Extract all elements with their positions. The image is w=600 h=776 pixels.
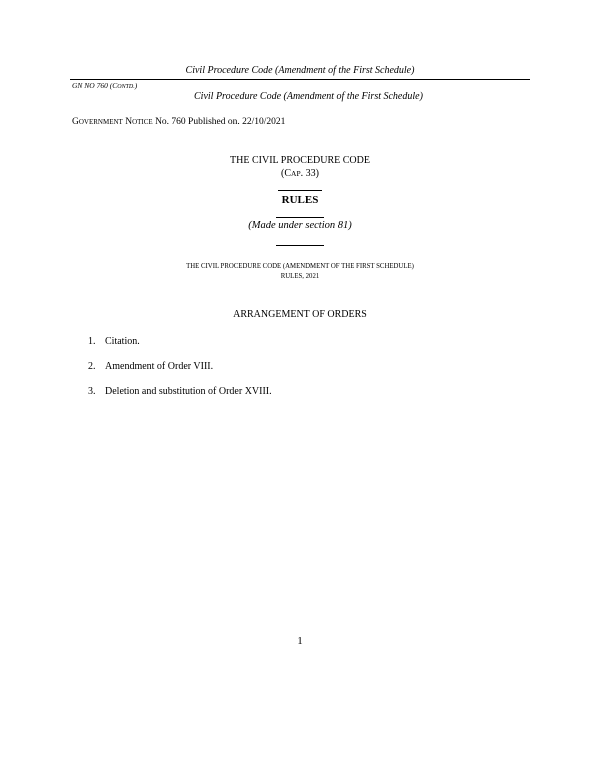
list-item-number: 1. [88, 336, 96, 347]
gn-contd-rest: ONTD. [117, 84, 135, 90]
rules-heading [0, 194, 600, 206]
running-title-2 [194, 91, 423, 102]
rules-heading-text: RULES [281, 194, 319, 206]
act-name [0, 155, 600, 166]
gn-contd-initial: C [112, 81, 118, 90]
cap-c: C [284, 168, 292, 179]
page-number-text: 1 [297, 635, 303, 647]
gn-suffix: ) [134, 81, 138, 90]
made-under-text: (Made under section 81) [248, 220, 352, 231]
cap-open: ( [281, 168, 285, 179]
cap-num: . 33) [300, 168, 319, 179]
notice-overnment: OVERNMENT [78, 118, 123, 126]
arrangement-heading [0, 309, 600, 320]
rule-below-made-under [276, 245, 324, 246]
list-item-number: 2. [88, 361, 96, 372]
subtitle-line-2-text: RULES, 2021 [280, 273, 320, 280]
rule-above-rules [278, 190, 322, 191]
made-under [0, 220, 600, 231]
government-notice-line [72, 117, 285, 127]
cap-rest: AP [291, 169, 301, 178]
subtitle-line-1 [0, 263, 600, 270]
running-title-text: Civil Procedure Code (Amendment of the First Schedule) [185, 65, 415, 76]
page-number [0, 635, 600, 647]
notice-g: G [72, 117, 79, 127]
running-header-title [0, 65, 600, 76]
gn-prefix: GN NO 760 ( [72, 81, 113, 90]
notice-otice: OTICE [132, 118, 153, 126]
subtitle-line-2 [0, 273, 600, 280]
header-rule [70, 79, 530, 80]
list-item-text: Citation. [105, 336, 140, 347]
running-title-2-text: Civil Procedure Code (Amendment of the First Schedule) [194, 91, 423, 102]
act-name-text: THE CIVIL PROCEDURE CODE [230, 155, 370, 166]
notice-rest: No. 760 Published on. 22/10/2021 [155, 117, 286, 127]
list-item-number: 3. [88, 386, 96, 397]
cap-number [0, 168, 600, 179]
rule-below-rules [276, 217, 324, 218]
list-item-text: Amendment of Order VIII. [105, 361, 214, 372]
subtitle-line-1-text: THE CIVIL PROCEDURE CODE (AMENDMENT OF THE FIRST SCHEDULE) [186, 263, 414, 270]
list-item-text: Deletion and substitution of Order XVIII. [105, 386, 272, 397]
arrangement-heading-text: ARRANGEMENT OF ORDERS [233, 309, 367, 320]
gn-contd-label [72, 81, 137, 90]
notice-n: N [125, 117, 133, 127]
